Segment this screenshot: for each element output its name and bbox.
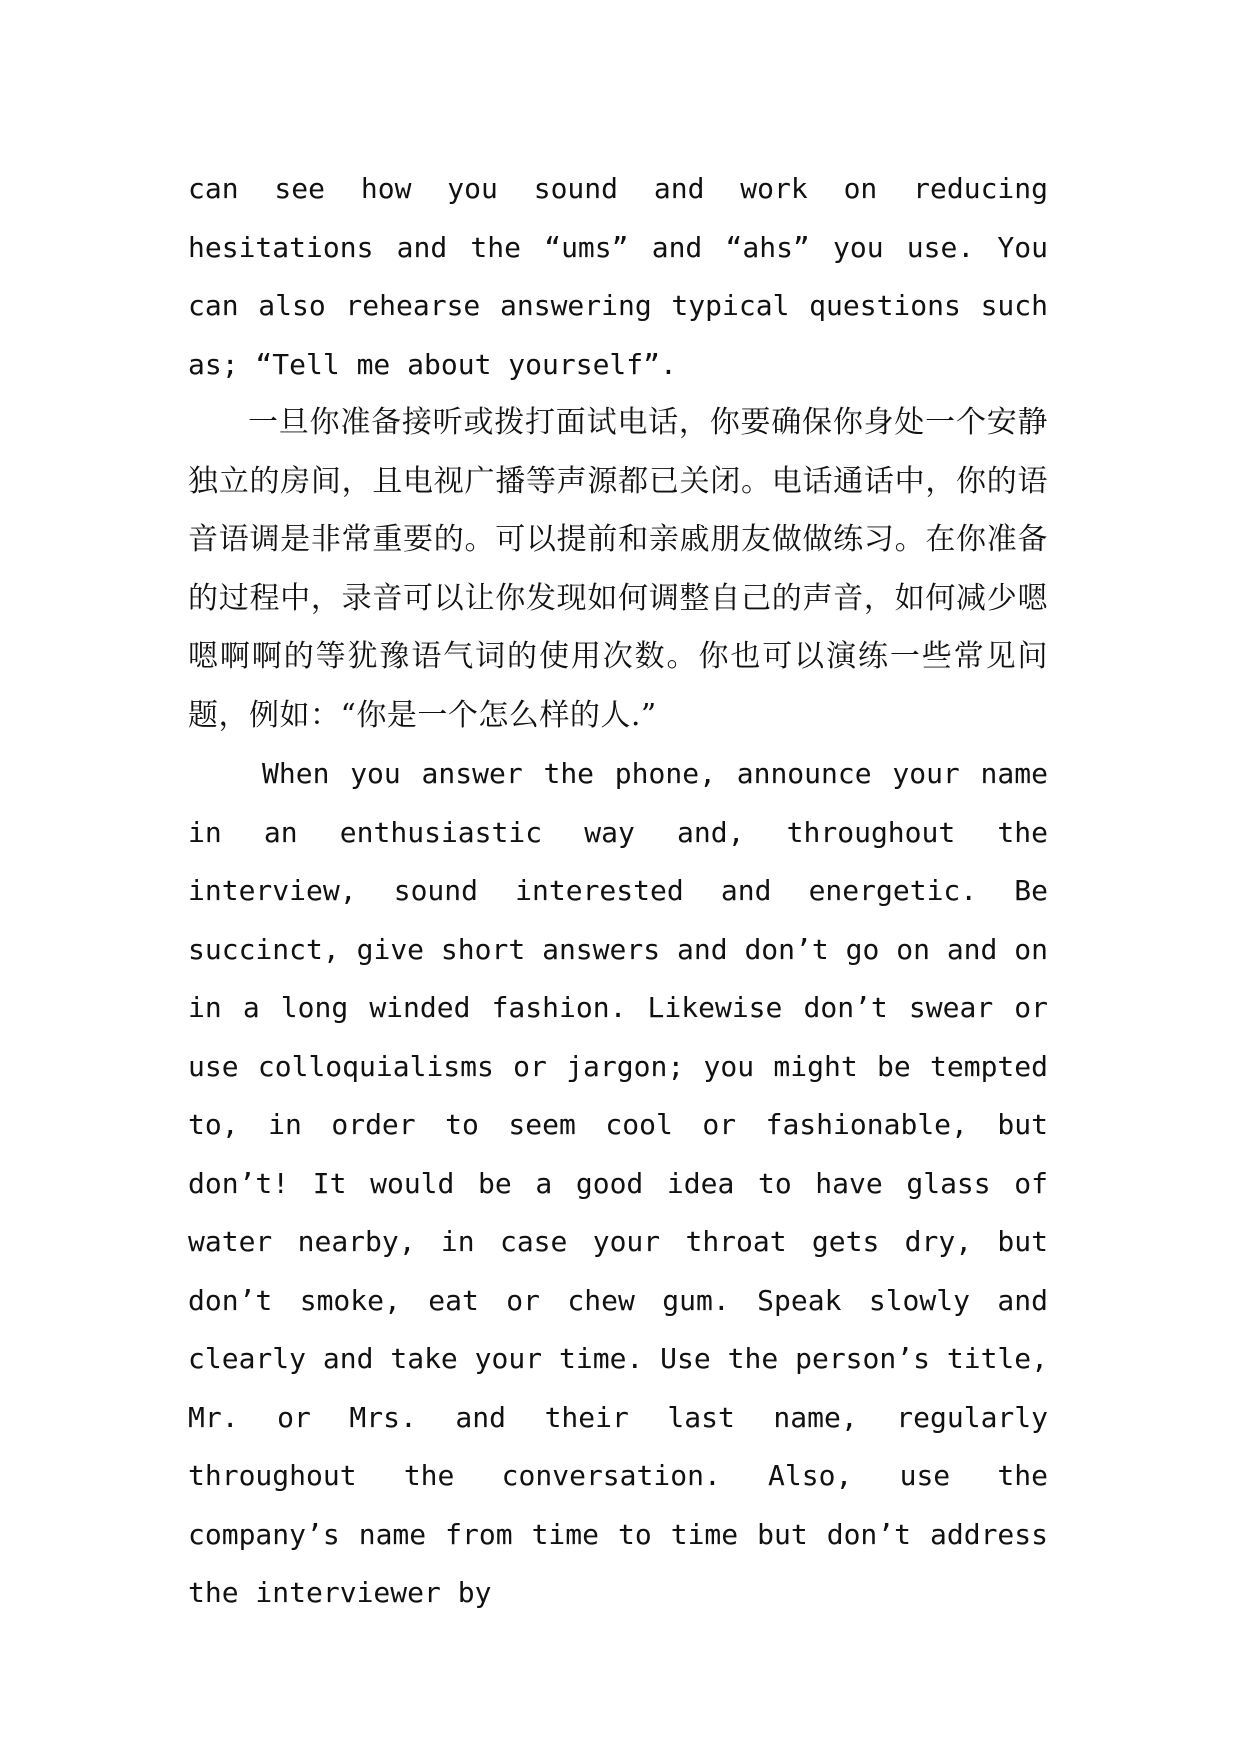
paragraph-chinese-translation: 一旦你准备接听或拨打面试电话，你要确保你身处一个安静独立的房间，且电视广播等声源都已关闭。电话通话中，你的语音语调是非常重要的。可以提前和亲戚朋友做做练习。在你准备的过程中，录音可以让你发现如何调整自己的声音，如何减少嗯嗯啊啊的等犹豫语气词的使用次数。你也可以演练一些常见问题，例如：“你是一个怎么样的人.” xyxy=(188,405,1048,733)
document-body xyxy=(188,160,1048,1623)
paragraph-english-2: When you answer the phone, announce your name in an enthusiastic way and, throughout the interview, sound interested and energetic. Be succinct, give short answers and don’t go on and on in a long winded fashion. Likewise don’t swear or use colloquialisms or jargon; you might be tempted to, in order to seem cool or fashionable, but don’t! It would be a good idea to have glass of water nearby, in case your throat gets dry, but don’t smoke, eat or chew gum. Speak slowly and clearly and take your time. Use the person’s title, Mr. or Mrs. and their last name, regularly throughout the conversation. Also, use the company’s name from time to time but don’t address the interviewer by xyxy=(188,757,1048,1609)
paragraph-english-1: can see how you sound and work on reducing hesitations and the “ums” and “ahs” you use. You can also rehearse answering typical questions such as; “Tell me about yourself”. xyxy=(188,172,1048,381)
